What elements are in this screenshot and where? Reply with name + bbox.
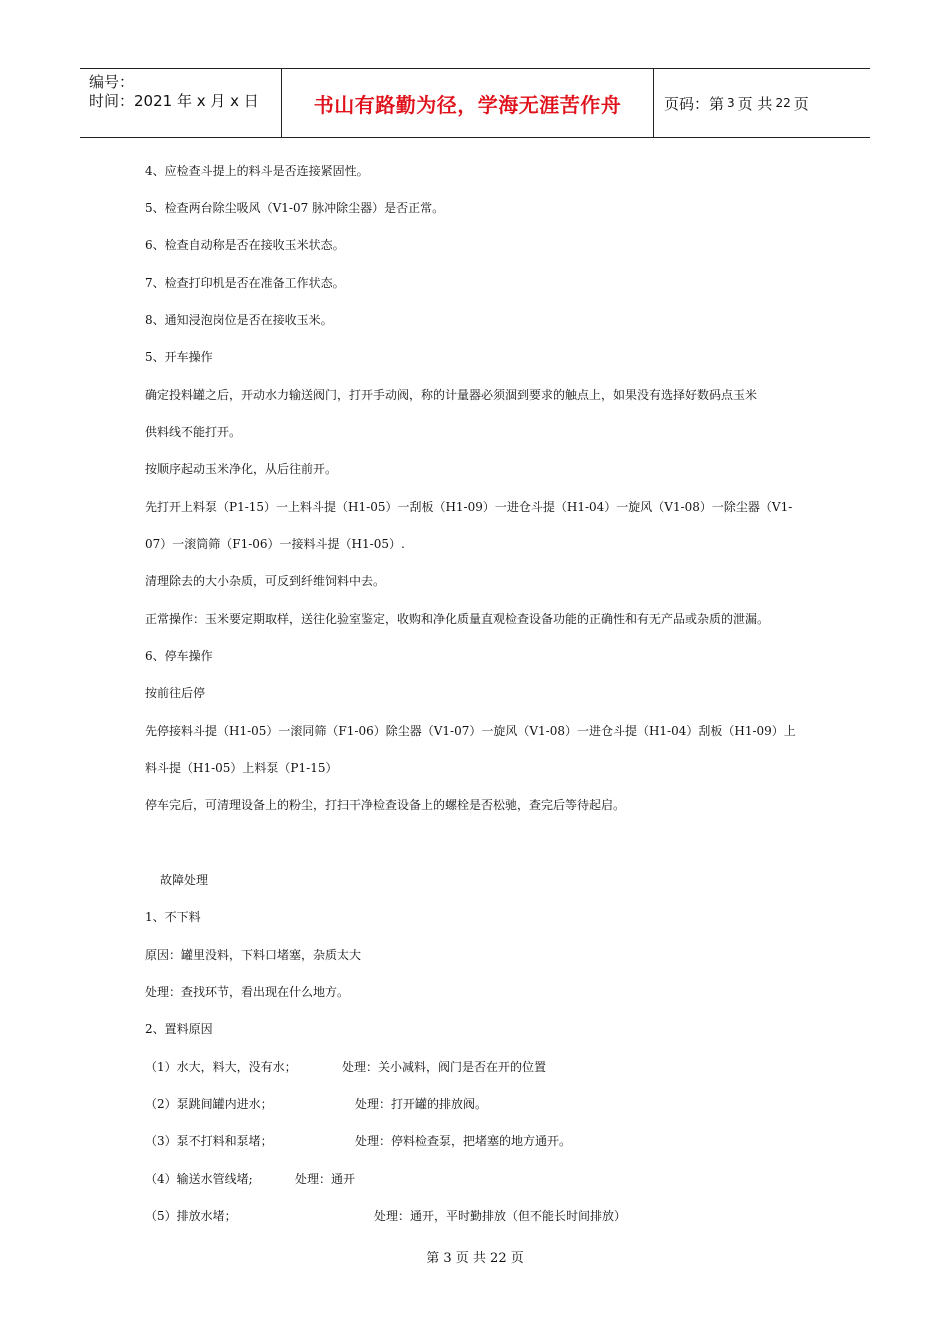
body-line: 先打开上料泵（P1-15）一上料斗提（H1-05）一刮板（H1-09）一进仓斗提（H1-04）一旋风（V1-08）一除尘器（V1- (145, 500, 793, 514)
body-line: 4、应检查斗提上的料斗是否连接紧固性。 (145, 164, 369, 178)
page-footer: 第 3 页 共 22 页 (426, 1251, 524, 1266)
body-line: 07）一滚筒筛（F1-06）一接料斗提（H1-05）. (145, 537, 405, 551)
body-line: 清理除去的大小杂质，可反到纤维饲料中去。 (145, 574, 386, 588)
fault-item (145, 1096, 273, 1112)
fault-cause: （2）泵跳间罐内进水； (145, 1097, 273, 1111)
page-total: 22 (775, 96, 791, 110)
fault-cause: （3）泵不打料和泵堵； (145, 1134, 273, 1148)
fault-fix: 处理：停料检查泵，把堵塞的地方通开。 (355, 1134, 572, 1148)
page-label-mid: 页 共 (737, 94, 773, 113)
header-page-cell (654, 69, 870, 137)
fault-fix: 处理：通开，平时勤排放（但不能长时间排放） (374, 1209, 627, 1223)
fault-cause: （4）输送水管线堵; (145, 1172, 253, 1186)
body-line: 料斗提（H1-05）上料泵（P1-15） (145, 761, 338, 775)
body-line: 5、检查两台除尘吸风（V1-07 脉冲除尘器）是否正常。 (145, 201, 445, 215)
page-label-prefix: 页码：第 (664, 94, 725, 113)
fault-fix: 处理：打开罐的排放阀。 (355, 1097, 488, 1111)
fault-item (145, 1059, 297, 1075)
body-line: 原因：罐里没料，下料口堵塞，杂质太大 (145, 948, 362, 962)
body-line: 6、检查自动称是否在接收玉米状态。 (145, 238, 345, 252)
section-heading: 6、停车操作 (145, 649, 213, 663)
body-line: 2、置料原因 (145, 1022, 213, 1036)
body-line: 停车完后，可清理设备上的粉尘，打扫干净检查设备上的螺栓是否松驰，查完后等待起启。 (145, 798, 626, 812)
body-line: 7、检查打印机是否在准备工作状态。 (145, 276, 345, 290)
body-line: 按前往后停 (145, 686, 206, 700)
document-header (80, 68, 870, 138)
header-motto: 书山有路勤为径，学海无涯苦作舟 (313, 92, 622, 117)
section-heading: 5、开车操作 (145, 350, 213, 364)
fault-item (145, 1133, 273, 1149)
body-line: 确定投料罐之后，开动水力输送阀门，打开手动阀，称的计量器必须涸到要求的触点上，如果没有选择好数码点玉米 (145, 388, 758, 402)
body-line: 正常操作：玉米要定期取样，送往化验室鉴定，收购和净化质量直观检查设备功能的正确性和有无产品或杂质的泄漏。 (145, 612, 770, 626)
header-meta-cell (80, 69, 282, 137)
body-line: 8、通知浸泡岗位是否在接收玉米。 (145, 313, 333, 327)
fault-fix: 处理：关小减料，阀门是否在开的位置 (342, 1060, 547, 1074)
body-line: 1、不下料 (145, 910, 201, 924)
section-heading: 故障处理 (160, 873, 209, 887)
page-current: 3 (727, 96, 735, 110)
fault-fix: 处理：通开 (295, 1172, 356, 1186)
page-label-suffix: 页 (793, 94, 809, 113)
fault-cause: （5）排放水堵； (145, 1209, 237, 1223)
body-line: 按顺序起动玉米净化，从后往前开。 (145, 462, 338, 476)
document-time-label: 时间：2021 年 x 月 x 日 (89, 92, 259, 110)
body-line: 处理：查找环节，看出现在什么地方。 (145, 985, 350, 999)
header-motto-cell (281, 69, 654, 137)
fault-item (145, 1171, 253, 1187)
fault-cause: （1）水大，料大，没有水； (145, 1060, 297, 1074)
body-line: 供料线不能打开。 (145, 425, 242, 439)
body-line: 先停接料斗提（H1-05）一滚同筛（F1-06）除尘器（V1-07）一旋风（V1-08）一进仓斗提（H1-04）刮板（H1-09）上 (145, 724, 796, 738)
document-number-label: 编号： (89, 73, 135, 91)
fault-item (145, 1208, 237, 1224)
